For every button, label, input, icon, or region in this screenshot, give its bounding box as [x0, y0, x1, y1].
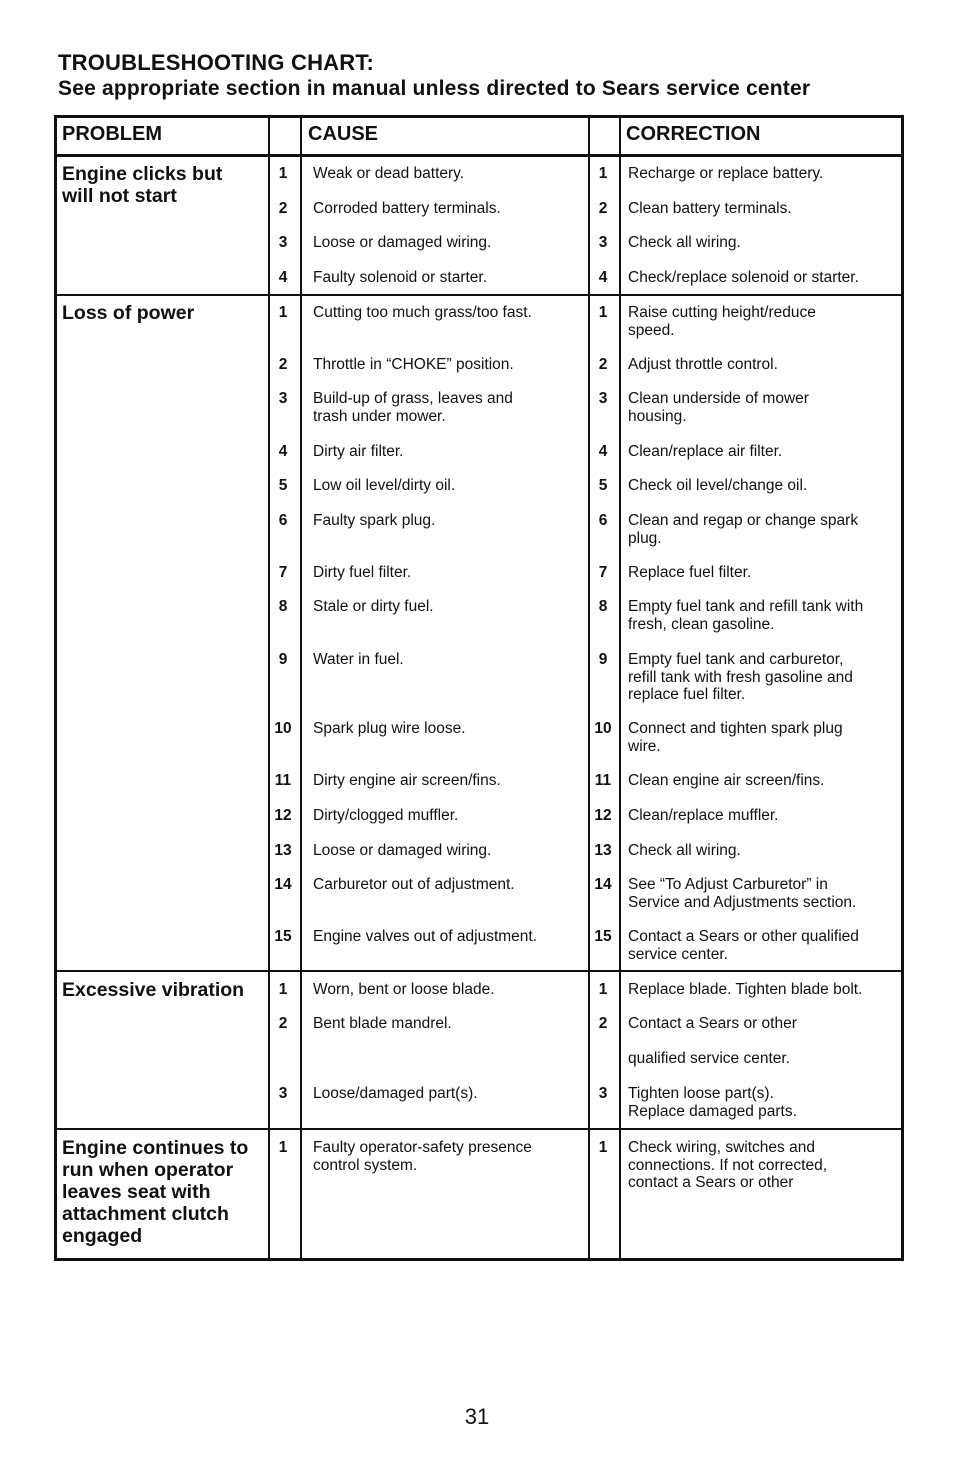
- column-divider: [619, 115, 621, 1261]
- correction-number: 2: [598, 1015, 608, 1032]
- cause-number: 2: [278, 1015, 288, 1032]
- page-number: 31: [464, 1404, 490, 1429]
- correction-number: 7: [598, 564, 608, 581]
- correction-text: Empty fuel tank and carburetor, refill tank with fresh gasoline and replace fuel filter.: [628, 651, 853, 703]
- cause-text: Spark plug wire loose.: [313, 720, 466, 737]
- cause-number: 14: [274, 876, 292, 893]
- cause-number: 2: [278, 200, 288, 217]
- correction-text: Empty fuel tank and refill tank with fresh, clean gasoline.: [628, 598, 864, 633]
- correction-text: Replace fuel filter.: [628, 564, 752, 581]
- cause-text: Worn, bent or loose blade.: [313, 981, 495, 998]
- correction-text: See “To Adjust Carburetor” in Service and Adjustments section.: [628, 876, 857, 911]
- cause-number: 13: [274, 842, 292, 859]
- cause-number: 4: [278, 269, 288, 286]
- correction-text: Clean/replace muffler.: [628, 807, 779, 824]
- correction-number: 3: [598, 1085, 608, 1102]
- correction-number: 11: [594, 772, 612, 789]
- cause-number: 1: [278, 1139, 288, 1156]
- correction-text: Clean engine air screen/fins.: [628, 772, 825, 789]
- correction-text: Check all wiring.: [628, 234, 741, 251]
- problem-label: Engine clicks but will not start: [62, 163, 223, 207]
- cause-text: Dirty engine air screen/fins.: [313, 772, 501, 789]
- correction-number: 12: [594, 807, 612, 824]
- cause-text: Carburetor out of adjustment.: [313, 876, 515, 893]
- cause-text: Water in fuel.: [313, 651, 404, 668]
- correction-number: 3: [598, 390, 608, 407]
- correction-number: 2: [598, 200, 608, 217]
- cause-number: 15: [274, 928, 292, 945]
- section-divider: [54, 970, 904, 972]
- cause-text: Faulty spark plug.: [313, 512, 436, 529]
- cause-number: 1: [278, 304, 288, 321]
- cause-number: 1: [278, 981, 288, 998]
- cause-text: Engine valves out of adjustment.: [313, 928, 538, 945]
- correction-text: Raise cutting height/reduce speed.: [628, 304, 816, 339]
- cause-text: Stale or dirty fuel.: [313, 598, 434, 615]
- problem-label: Excessive vibration: [62, 979, 245, 1001]
- cause-text: Bent blade mandrel.: [313, 1015, 452, 1032]
- correction-text: Replace blade. Tighten blade bolt.: [628, 981, 863, 998]
- correction-text: Adjust throttle control.: [628, 356, 778, 373]
- correction-text: Check/replace solenoid or starter.: [628, 269, 859, 286]
- correction-text: Clean and regap or change spark plug.: [628, 512, 859, 547]
- cause-number: 9: [278, 651, 288, 668]
- chart-subtitle: See appropriate section in manual unless directed to Sears service center: [58, 77, 811, 100]
- correction-number: 4: [598, 443, 608, 460]
- correction-text: Check wiring, switches and connections. If not corrected, contact a Sears or other: [628, 1139, 828, 1191]
- cause-number: 3: [278, 390, 288, 407]
- troubleshooting-table: [54, 115, 904, 1261]
- correction-text: Clean battery terminals.: [628, 200, 792, 217]
- header-problem: PROBLEM: [62, 123, 162, 145]
- correction-number: 10: [594, 720, 612, 737]
- correction-number: 5: [598, 477, 608, 494]
- cause-text: Loose/damaged part(s).: [313, 1085, 478, 1102]
- cause-text: Build-up of grass, leaves and trash under mower.: [313, 390, 513, 425]
- correction-number: 2: [598, 356, 608, 373]
- cause-text: Faulty solenoid or starter.: [313, 269, 488, 286]
- correction-text: Recharge or replace battery.: [628, 165, 824, 182]
- cause-text: Corroded battery terminals.: [313, 200, 501, 217]
- cause-number: 11: [274, 772, 292, 789]
- column-divider: [300, 115, 302, 1261]
- correction-number: 6: [598, 512, 608, 529]
- cause-number: 3: [278, 1085, 288, 1102]
- cause-number: 5: [278, 477, 288, 494]
- correction-number: 3: [598, 234, 608, 251]
- section-divider: [54, 1128, 904, 1130]
- header-correction: CORRECTION: [626, 123, 761, 145]
- cause-text: Loose or damaged wiring.: [313, 842, 492, 859]
- cause-number: 1: [278, 165, 288, 182]
- correction-number: 1: [598, 304, 608, 321]
- cause-number: 2: [278, 356, 288, 373]
- cause-text: Dirty fuel filter.: [313, 564, 412, 581]
- problem-label: Loss of power: [62, 302, 195, 324]
- cause-text: Weak or dead battery.: [313, 165, 465, 182]
- cause-number: 10: [274, 720, 292, 737]
- correction-number: 15: [594, 928, 612, 945]
- correction-number: 14: [594, 876, 612, 893]
- cause-text: Cutting too much grass/too fast.: [313, 304, 532, 321]
- cause-number: 8: [278, 598, 288, 615]
- table-border-bottom: [54, 1258, 904, 1261]
- correction-text: Contact a Sears or other qualified service center.: [628, 1015, 797, 1067]
- section-divider: [54, 294, 904, 296]
- cause-number: 4: [278, 443, 288, 460]
- cause-number: 12: [274, 807, 292, 824]
- cause-text: Throttle in “CHOKE” position.: [313, 356, 514, 373]
- correction-number: 9: [598, 651, 608, 668]
- correction-number: 1: [598, 981, 608, 998]
- correction-number: 13: [594, 842, 612, 859]
- problem-label: Engine continues to run when operator leaves seat with attachment clutch engaged: [62, 1137, 249, 1247]
- table-border-top: [54, 115, 904, 118]
- header-divider: [54, 154, 904, 157]
- correction-text: Contact a Sears or other qualified service center.: [628, 928, 859, 963]
- cause-number: 6: [278, 512, 288, 529]
- correction-number: 8: [598, 598, 608, 615]
- correction-number: 1: [598, 165, 608, 182]
- chart-title: TROUBLESHOOTING CHART:: [58, 50, 375, 75]
- correction-text: Clean/replace air filter.: [628, 443, 783, 460]
- correction-text: Connect and tighten spark plug wire.: [628, 720, 843, 755]
- cause-text: Dirty/clogged muffler.: [313, 807, 459, 824]
- cause-text: Low oil level/dirty oil.: [313, 477, 456, 494]
- correction-text: Check all wiring.: [628, 842, 741, 859]
- cause-text: Faulty operator-safety presence control system.: [313, 1139, 532, 1174]
- cause-number: 7: [278, 564, 288, 581]
- correction-text: Tighten loose part(s). Replace damaged parts.: [628, 1085, 797, 1120]
- cause-text: Dirty air filter.: [313, 443, 404, 460]
- correction-number: 4: [598, 269, 608, 286]
- correction-number: 1: [598, 1139, 608, 1156]
- cause-text: Loose or damaged wiring.: [313, 234, 492, 251]
- cause-number: 3: [278, 234, 288, 251]
- header-cause: CAUSE: [308, 123, 379, 145]
- correction-text: Check oil level/change oil.: [628, 477, 808, 494]
- correction-text: Clean underside of mower housing.: [628, 390, 809, 425]
- table-border-left: [54, 115, 57, 1261]
